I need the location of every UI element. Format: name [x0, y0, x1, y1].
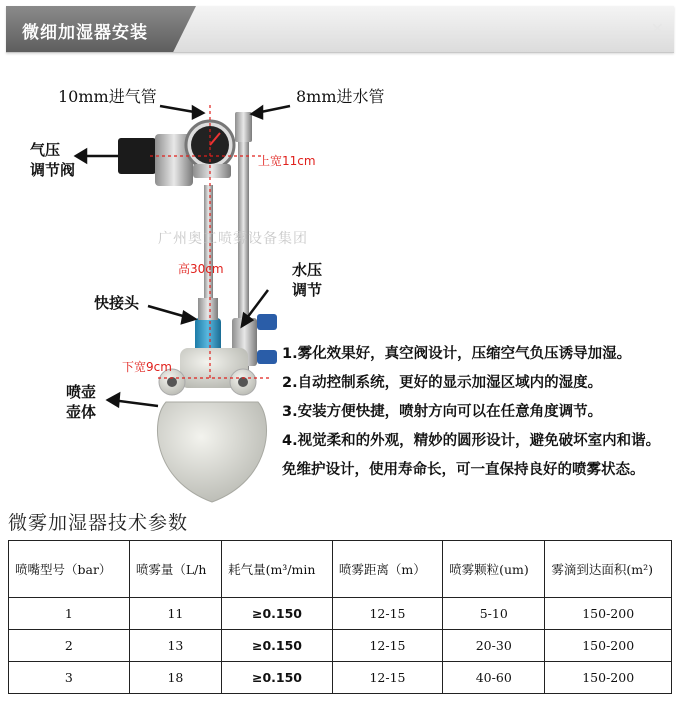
- table-cell: 12-15: [332, 662, 442, 694]
- feature-item: 1.雾化效果好，真空阀设计，压缩空气负压诱导加湿。: [282, 346, 632, 362]
- table-cell: 150-200: [545, 598, 672, 630]
- top-fitting: [235, 112, 252, 142]
- table-cell: 3: [9, 662, 130, 694]
- close-icon[interactable]: ✕: [650, 19, 664, 38]
- col-header-spray-volume: 喷雾量（L/h: [129, 541, 221, 598]
- table-cell: 5-10: [443, 598, 545, 630]
- table-header-row: [9, 541, 672, 598]
- watermark: 广州奥工喷雾设备集团: [158, 231, 308, 247]
- banner-title: 微细加湿器安装: [22, 23, 148, 43]
- col-header-air-consumption: 耗气量(m³/min: [222, 541, 333, 598]
- table-cell: 12-15: [332, 630, 442, 662]
- table-row: [9, 598, 672, 630]
- feature-item: 2.自动控制系统，更好的显示加湿区域内的湿度。: [282, 375, 603, 391]
- water-valve-handle: [257, 314, 277, 330]
- table-cell: 150-200: [545, 662, 672, 694]
- table-cell: ≥0.150: [222, 662, 333, 694]
- feature-item: 免维护设计，使用寿命长，可一直保持良好的喷雾状态。: [282, 462, 645, 478]
- specs-title: 微雾加湿器技术参数: [8, 512, 189, 534]
- air-inlet-label: 10mm进气管: [58, 87, 157, 106]
- table-row: [9, 662, 672, 694]
- feature-item: 3.安装方便快捷，喷射方向可以在任意角度调节。: [282, 404, 603, 420]
- table-cell: 12-15: [332, 598, 442, 630]
- water-inlet-label: 8mm进水管: [296, 87, 385, 106]
- specs-table: [8, 540, 672, 694]
- table-cell: ≥0.150: [222, 630, 333, 662]
- feature-list: [282, 340, 677, 485]
- col-header-coverage-area: 雾滴到达面积(m²): [545, 541, 672, 598]
- nozzle-body-label: 喷壶 壶体: [66, 383, 97, 421]
- table-cell: 1: [9, 598, 130, 630]
- feature-item: 4.视觉柔和的外观，精妙的圆形设计，避免破坏室内和谐。: [282, 433, 661, 449]
- quick-connector: [195, 318, 221, 352]
- table-cell: 2: [9, 630, 130, 662]
- top-width-dimension: 上宽11cm: [258, 154, 316, 168]
- table-cell: 13: [129, 630, 221, 662]
- table-cell: 150-200: [545, 630, 672, 662]
- col-header-particle-size: 喷雾颗粒(um): [443, 541, 545, 598]
- col-header-nozzle: 喷嘴型号（bar）: [9, 541, 130, 598]
- quick-connector-label: 快接头: [94, 294, 140, 312]
- bottom-width-dimension: 下宽9cm: [122, 360, 172, 374]
- pressure-valve-label: 气压 调节阀: [30, 141, 76, 179]
- table-row: [9, 630, 672, 662]
- table-cell: 40-60: [443, 662, 545, 694]
- col-header-spray-distance: 喷雾距离（m）: [332, 541, 442, 598]
- height-dimension: 高30cm: [178, 262, 224, 276]
- table-cell: 20-30: [443, 630, 545, 662]
- water-pressure-label: 水压 调节: [292, 261, 323, 299]
- table-cell: 11: [129, 598, 221, 630]
- section-banner: [6, 6, 674, 53]
- installation-diagram: [0, 60, 680, 505]
- table-cell: 18: [129, 662, 221, 694]
- nozzle-body: [157, 402, 266, 502]
- table-cell: ≥0.150: [222, 598, 333, 630]
